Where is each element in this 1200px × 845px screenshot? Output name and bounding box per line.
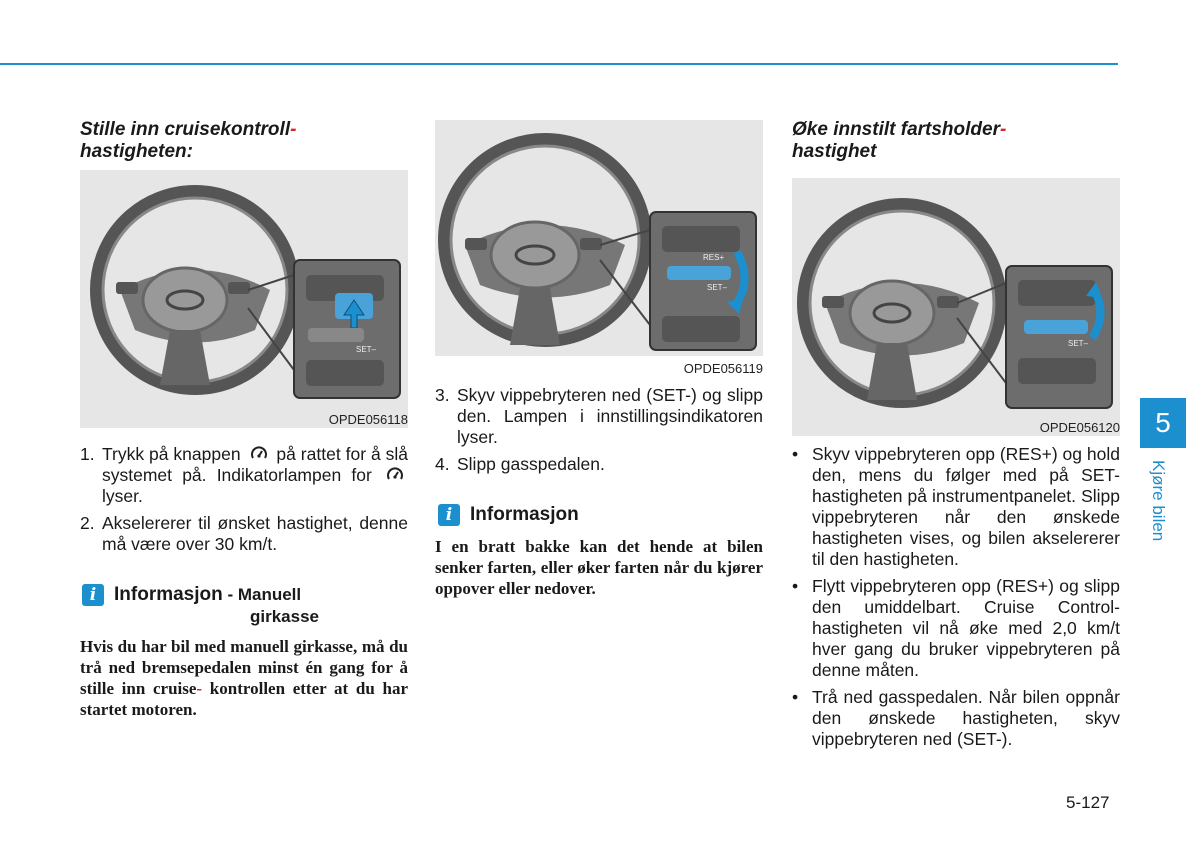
figure-caption: OPDE056120 [1039,420,1120,435]
control-closeup [294,260,400,398]
steps-list-left [80,444,408,561]
bullet-icon: • [792,687,799,707]
control-closeup [650,212,756,350]
svg-text:SET–: SET– [1068,339,1089,348]
list-item: • Trå ned gasspedalen. Når bilen oppnår den ønskede hastigheten, skyv vippebryteren ned (SET-). [792,687,1120,749]
svg-text:SET–: SET– [707,283,728,292]
info-icon: i [438,504,460,526]
info-box-title: i Informasjon - Manuell girkasse [82,584,408,628]
svg-text:RES+: RES+ [703,253,725,262]
svg-text:SET–: SET– [356,345,377,354]
info-box-body: I en bratt bakke kan det hende at bilen senker farten, eller øker farten når du kjører oppover eller nedover. [435,537,763,598]
cruise-speed-icon [386,466,404,484]
steering-wheel-figure-2 [435,120,763,356]
list-item: 4. Slipp gasspedalen. [435,454,605,474]
bullet-icon: • [792,576,799,596]
figure-caption: OPDE056118 [328,412,408,427]
chapter-tab: 5 [1140,398,1186,448]
bullet-icon: • [792,444,799,464]
cruise-speed-icon [250,445,268,463]
header-rule [0,63,1118,65]
list-item: 1. Trykk på knappen på rattet for å slå systemet på. Indikatorlampen for lyser. [80,444,408,506]
steering-wheel-icon [445,140,645,345]
list-item: 3. Skyv vippebryteren ned (SET-) og slipp den. Lampen i innstillingsindikatoren lyser. [435,385,763,447]
info-box-body: Hvis du har bil med manuell girkasse, må du trå ned bremsepedalen minst én gang for å stille inn cruise- kontrollen etter at du har startet motoren. [80,637,408,719]
figure-caption: OPDE056119 [683,361,763,376]
page-number: 5-127 [1066,793,1110,812]
section-heading-set-speed: Stille inn cruisekontroll- hastigheten: [80,119,297,162]
section-heading-increase-speed: Øke innstilt fartsholder- hastighet [792,119,1007,162]
steering-wheel-icon [804,205,1000,401]
bullet-list-right [792,444,1120,756]
info-box-title: i Informasjon [438,504,763,526]
info-icon: i [82,584,104,606]
steps-list-middle [435,385,763,481]
chapter-name: Kjøre bilen [1149,460,1168,542]
steering-wheel-icon [97,192,293,388]
list-item: • Skyv vippebryteren opp (RES+) og hold den, mens du følger med på SET-hastigheten på instrumentpanelet. Slipp vippebryteren når den ønskede hastigheten vises, og bilen akselererer til den hastigheten. [792,444,1120,569]
steering-wheel-figure-3 [792,178,1120,436]
list-item: • Flytt vippebryteren opp (RES+) og slipp den umiddelbart. Cruise Control-hastigheten vil nå øke med 2,0 km/t hver gang du bruker vippebryteren på denne måten. [792,576,1120,680]
steering-wheel-figure-1 [80,170,408,428]
control-closeup [1006,266,1112,408]
list-item: 2. Akselererer til ønsket hastighet, denne må være over 30 km/t. [80,513,408,554]
